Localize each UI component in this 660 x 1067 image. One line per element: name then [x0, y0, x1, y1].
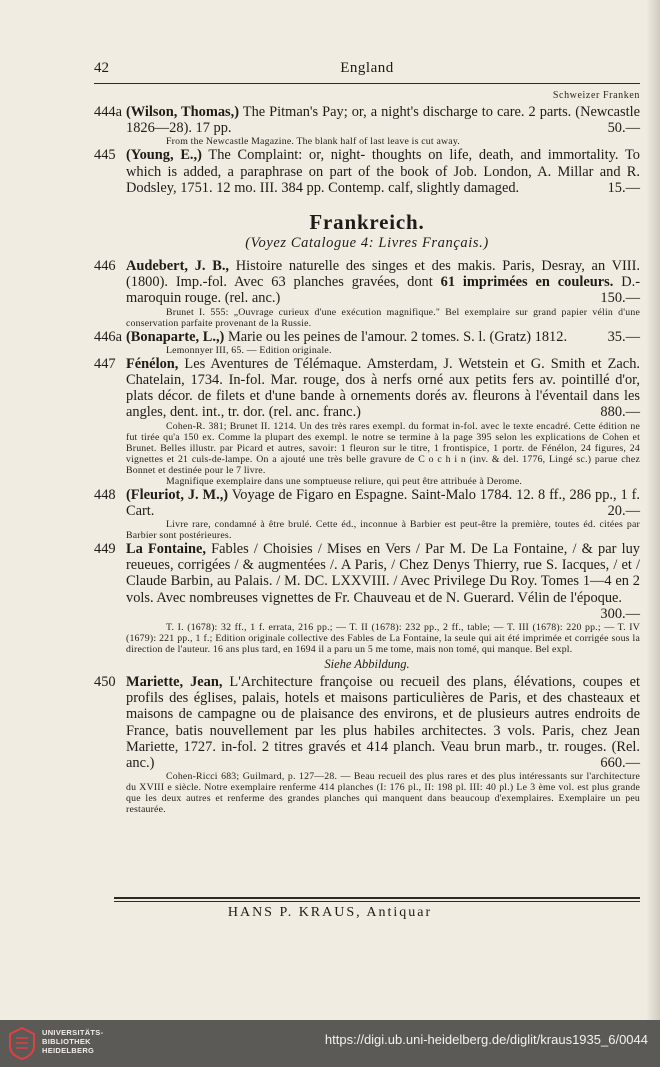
entry-note: Livre rare, condamné à être brulé. Cette éd., inconnue à Barbier est peut-être la première, toutes éd. citées par Barbier sont postérieures. — [126, 519, 640, 542]
library-line-3: HEIDELBERG — [42, 1046, 95, 1055]
footer-rule-thick — [114, 897, 640, 899]
entry-number: 444a — [94, 104, 122, 120]
entry-price: 20.— — [607, 502, 640, 519]
entry-text: The Complaint: or, night- thoughts on life, death, and immortality. To which is added, a paraphrase on part of the book of Job. London, A. Millar and R. Dodsley, 1751. 12 mo. III. 384 pp. Contemp. calf, slightly damaged. — [126, 147, 640, 196]
entry-text: Histoire naturelle des singes et des makis. Paris, Desray, an VIII. (1800). Imp.-fol. Avec 63 planches gravées, dont — [126, 258, 640, 291]
entry-emphasis: 61 imprimées en couleurs. — [440, 274, 614, 291]
entry-note: Lemonnyer III, 65. — Edition originale. — [166, 344, 332, 356]
entry-author: Mariette, Jean, — [126, 674, 223, 691]
university-seal-icon[interactable] — [8, 1026, 36, 1060]
footer-rule-thin — [114, 901, 640, 902]
entry-price: 300.— — [600, 605, 640, 622]
catalog-entry — [94, 541, 640, 655]
entry-price: 150.— — [600, 290, 640, 307]
entry-number: 447 — [94, 355, 116, 372]
library-line-2: BIBLIOTHEK — [42, 1037, 91, 1046]
entry-price: 15.— — [607, 179, 640, 196]
entry-text: Marie ou les peines de l'amour. 2 tomes. S. l. (Gratz) 1812. — [224, 328, 568, 345]
page-header — [94, 60, 640, 82]
entry-note: From the Newcastle Magazine. The blank half of last leave is cut away. — [166, 136, 460, 148]
entry-price: 880.— — [600, 404, 640, 421]
entry-text: L'Architecture françoise ou recueil des plans, élévations, coupes et profils des églises, palais, hotels et maisons particulières de Paris, et des chasteaux et maisons de campagne ou de plaisance des environs, et de plusieurs autres endroits de France, batis nouvellement par les plus habiles architectes. 3 vols. Paris, chez Jean Mariette, 1727. in-fol. 2 titres gravés et 414 planch. Veau brun marb., tr. rouges. (Rel. anc.) — [126, 674, 640, 772]
entry-text: Les Aventures de Télémaque. Amsterdam, J. Wetstein et G. Smith et Zach. Chatelain, 1734. In-fol. Mar. rouge, dos à nerfs orné aux petits fers av. pointillé d'or, plats décor. de filets et d'une bande à ornements dorés av. fleurons à l'éventail dans les angles, dent. int., tr. dor. (rel. anc. franc.) — [126, 355, 640, 421]
entry-number: 446a — [94, 328, 122, 345]
entry-price: 660.— — [600, 755, 640, 772]
entry-text: Voyage de Figaro en Espagne. Saint-Malo 1784. 12. 8 ff., 286 pp., 1 f. Cart. — [126, 486, 640, 519]
catalog-entry — [94, 104, 640, 147]
section-title: Frankreich. — [309, 210, 425, 235]
entry-text: Fables / Choisies / Mises en Vers / Par M. De La Fontaine, / & par luy reueues, corrigées / & augmentées /. A Paris, / Chez Denys Thierry, rue S. Iacques, / et / Claude Barbin, au Palais. / M. DC. LXXVIII. / Avec Privilege Du Roy. Tomes 1—4 en 2 vols. Avec nombreuses vignettes de Fr. Chauveau et de N. Guerard. Vélin de l'époque. — [126, 541, 640, 606]
page-title: England — [340, 60, 394, 76]
catalog-entry — [94, 487, 640, 541]
header-rule — [94, 83, 640, 84]
entry-author: (Bonaparte, L.,) — [126, 328, 225, 345]
see-illustration-note: Siehe Abbildung. — [324, 657, 410, 672]
entry-note: Cohen-Ricci 683; Guilmard, p. 127—28. — Beau recueil des plus rares et des plus intéressants sur l'architecture du XVIII e siècle. Notre exemplaire renferme 414 planches (I: 176 pl., II: 198 pl. III: 40 pl.) Le 3 ème vol. est plus grande que les deux autres et renferme des grandes planches qui manquent dans beaucoup d'exemplaires. Exemplaire un peu restaurée. — [126, 771, 640, 816]
england-entries — [94, 104, 640, 196]
catalog-entry — [94, 356, 640, 487]
entry-author: (Young, E.,) — [126, 147, 202, 164]
library-name[interactable] — [42, 1028, 103, 1055]
catalog-entry — [94, 258, 640, 329]
section-subtitle: (Voyez Catalogue 4: Livres Français.) — [245, 235, 489, 252]
catalog-entry — [94, 674, 640, 815]
entry-price: 50.— — [607, 120, 640, 137]
entry-number: 445 — [94, 147, 116, 164]
catalog-entry — [94, 329, 640, 356]
entry-text-continued: D.-maroquin rouge. (rel. anc.) — [126, 274, 641, 307]
entry-author: (Fleuriot, J. M.,) — [126, 486, 229, 503]
entry-note: Magnifique exemplaire dans une somptueuse reliure, qui peut être attribuée à Derome. — [166, 475, 523, 487]
entry-text: The Pitman's Pay; or, a night's discharge to care. 2 parts. (Newcastle 1826—28). 17 pp. — [126, 104, 640, 137]
entry-number: 448 — [94, 486, 116, 503]
entry-number: 449 — [94, 541, 116, 558]
entry-author: (Wilson, Thomas,) — [126, 104, 240, 120]
entry-author: La Fontaine, — [126, 541, 206, 558]
library-line-1: UNIVERSITÄTS- — [42, 1028, 104, 1037]
viewer-bottom-bar — [0, 1020, 660, 1067]
page-number: 42 — [94, 60, 109, 76]
france-entries — [94, 258, 640, 815]
permalink-url[interactable]: https://digi.ub.uni-heidelberg.de/diglit/kraus1935_6/0044 — [324, 1032, 648, 1047]
entry-author: Audebert, J. B., — [126, 258, 230, 275]
entry-note: Brunet I. 555: „Ouvrage curieux d'une exécution magnifique." Bel exemplaire sur grand papier vélin d'une conservation parfaite provenant de la Russie. — [126, 306, 640, 329]
currency-label: Schweizer Franken — [552, 90, 640, 101]
catalog-entry — [94, 147, 640, 196]
catalog-content — [94, 104, 640, 815]
entry-note: T. I. (1678): 32 ff., 1 f. errata, 216 pp.; — T. II (1678): 232 pp., 2 ff., table; — T. III (1678): 220 pp.; — T. IV (1679): 221 pp., 1 f.; Edition originale collective des Fables de La Fontaine, la seule qui ait été imprimée et corrigée sous la direction de l'auteur. 16 ans plus tard, en 1694 il a paru un 5 me tome, mais non tomé, qui manque. Bel expl. — [126, 622, 640, 656]
footer-imprint: HANS P. KRAUS, Antiquar — [227, 905, 433, 920]
entry-author: Fénélon, — [126, 355, 179, 372]
entry-price: 35.— — [607, 328, 640, 345]
entry-number: 446 — [94, 258, 116, 275]
entry-note: Cohen-R. 381; Brunet II. 1214. Un des très rares exempl. du format in-fol. avec le texte encadré. Cette édition ne fut tirée qu'a 150 ex. Comme la plupart des exempl. le notre se termine à la page 395 selon les explications de Cohen et Brunet. Belles illustr. par Picard et autres, savoir: 1 fleuron sur le titre, 1 frontispice, 1 portr. de Fénélon, 24 figures, 24 vignettes et 21 culs-de-lampe. On a ajouté une très belle gravure de C o c h i n (inv. & del. 1776, Lingé sc.) parue chez Bonnet et destinée pour le 7 livre. — [126, 420, 640, 476]
entry-number: 450 — [94, 674, 116, 691]
